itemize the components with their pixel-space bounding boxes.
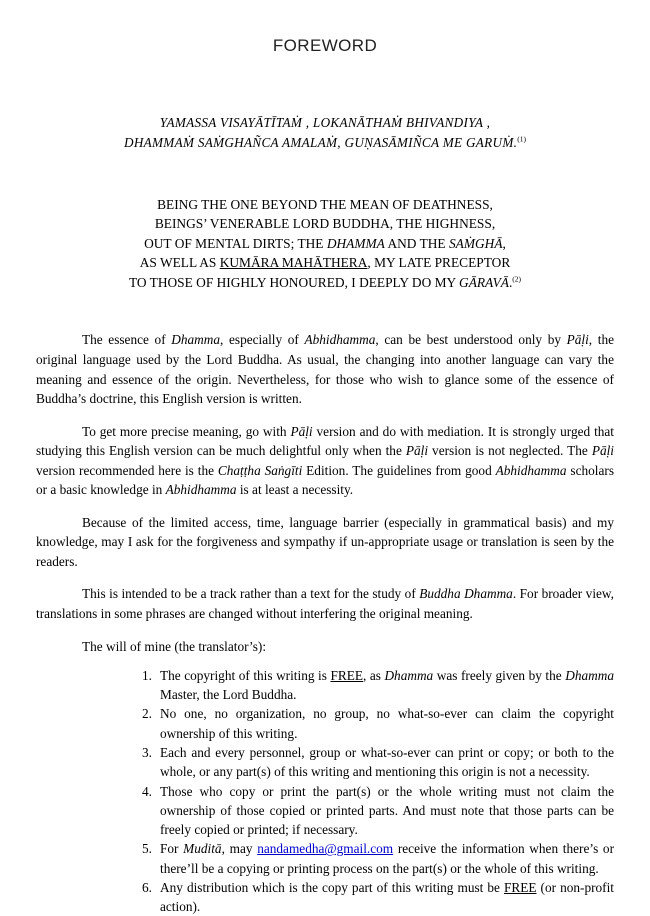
item1-term-dhamma-1: Dhamma xyxy=(384,667,434,683)
translation-line-4-part-b: , MY LATE PRECEPTOR xyxy=(367,255,511,271)
translation-line-1: BEING THE ONE BEYOND THE MEAN OF DEATHNESS, xyxy=(157,196,493,212)
pali-verse-line-2-text: DHAMMAṀ SAṀGHAÑCA AMALAṀ, GUṆASĀMIÑCA ME GARUṀ. xyxy=(124,134,518,150)
p1-s3: , can be best understood only by xyxy=(375,332,567,348)
translation-line-5-part-b: . xyxy=(508,274,513,290)
p2-s5: Edition. The guidelines from good xyxy=(302,462,496,478)
item6-free-emphasis: FREE xyxy=(503,879,537,895)
will-intro: The will of mine (the translator’s): xyxy=(82,639,267,655)
translation-line-3-part-b: AND THE xyxy=(384,235,449,251)
item1-s1: The copyright of this writing is xyxy=(160,667,331,683)
verse-translation xyxy=(36,195,614,293)
translation-line-3-part-c: , xyxy=(502,235,506,251)
list-item: Those who copy or print the part(s) or the whole writing must not claim the ownership of those copied or printed parts. And must note that those parts can be freely copied or printed; if necessary. xyxy=(160,783,614,838)
p1-s4: , the original language used by the Lord Buddha. As usual, the changing into another language can vary the meaning and essence of the origin. Nevertheless, for those who wish to glance some of the essence of Buddha’s doctrine, this English version is written. xyxy=(36,332,614,407)
translation-samgha-term: SAṀGHĀ xyxy=(448,235,503,251)
paragraph-3: Because of the limited access, time, language barrier (especially in grammatical basis) and my knowledge, may I ask for the forgiveness and sympathy if un-appropriate usage or translation is seen by the readers. xyxy=(36,514,614,569)
list-item: No one, no organization, no group, no what-so-ever can claim the copyright ownership of this writing. xyxy=(160,706,614,741)
body-text xyxy=(36,330,614,916)
item5-term-mudita: Muditā xyxy=(183,841,222,857)
list-item: Each and every personnel, group or what-so-ever can print or copy; or both to the whole, or any part(s) of this writing and mentioning this origin is not a necessity. xyxy=(160,744,614,780)
footnote-marker-2: (2) xyxy=(512,274,522,284)
p2-term-pali-1: Pāḷi xyxy=(290,423,313,439)
p2-term-abhidhamma-2: Abhidhamma xyxy=(165,482,237,498)
pali-verse-line-1: YAMASSA VISAYĀTĪTAṀ , LOKANĀTHAṀ BHIVANDIYA , xyxy=(159,115,491,131)
p1-term-pali: Pāḷi xyxy=(566,332,589,348)
p2-s6: scholars or a basic knowledge in xyxy=(36,462,614,498)
translation-line-2: BEINGS’ VENERABLE LORD BUDDHA, THE HIGHNESS, xyxy=(154,216,496,232)
translation-line-4 xyxy=(36,253,614,273)
p2-s1: To get more precise meaning, go with xyxy=(82,423,291,439)
list-item xyxy=(138,666,614,705)
footnote-marker-1: (1) xyxy=(517,134,526,144)
translation-line-5 xyxy=(36,273,614,293)
p4-term-buddha-dhamma: Buddha Dhamma xyxy=(419,586,513,602)
item5-s1: For xyxy=(160,841,184,857)
translation-line-3 xyxy=(36,234,614,254)
paragraph-4 xyxy=(36,584,614,623)
p2-term-abhidhamma-1: Abhidhamma xyxy=(495,462,567,478)
item1-s2: , as xyxy=(362,667,385,683)
item5-s2: , may xyxy=(221,841,258,857)
p2-s4: version recommended here is the xyxy=(36,462,218,478)
list-item xyxy=(138,839,614,878)
paragraph-1 xyxy=(36,330,614,408)
will-list xyxy=(36,666,614,916)
translation-line-5-part-a: TO THOSE OF HIGHLY HONOURED, I DEEPLY DO MY xyxy=(128,274,460,290)
pali-verse xyxy=(36,113,614,151)
item6-s1: Any distribution which is the copy part of this writing must be xyxy=(160,879,504,895)
p1-term-dhamma: Dhamma xyxy=(171,332,221,348)
translation-garava-term: GĀRAVĀ xyxy=(459,274,509,290)
item5-s3: receive the information when there’s or there’ll be a copying or printing process on the part(s) or the whole of this writing. xyxy=(160,841,615,876)
translation-line-3-part-a: OUT OF MENTAL DIRTS; THE xyxy=(144,235,327,251)
p2-s2: version and do with mediation. It is strongly urged that studying this English version can be much delightful only when the xyxy=(36,423,615,459)
translation-dhamma-term: DHAMMA xyxy=(326,235,385,251)
item1-term-dhamma-2: Dhamma xyxy=(565,667,614,683)
paragraph-2 xyxy=(36,422,614,500)
page-title: FOREWORD xyxy=(272,36,378,55)
translation-preceptor-name: KUMĀRA MAHĀTHERA xyxy=(219,255,368,271)
p4-s2: . For broader view, translations in some phrases are changed without interfering the original meaning. xyxy=(36,586,614,621)
item1-free-emphasis: FREE xyxy=(330,667,363,683)
p1-s1: The essence of xyxy=(82,332,172,348)
translation-line-4-part-a: AS WELL AS xyxy=(139,255,220,271)
p1-term-abhidhamma: Abhidhamma xyxy=(304,332,376,348)
p2-s7: is at least a necessity. xyxy=(236,482,354,498)
item1-s4: Master, the Lord Buddha. xyxy=(160,687,297,703)
p2-term-pali-2: Pāḷi xyxy=(405,443,429,459)
pali-verse-line-2 xyxy=(36,133,614,152)
p2-s3: version is not neglected. The xyxy=(428,443,592,459)
p1-s2: , especially of xyxy=(220,332,305,348)
item6-s2: (or non-profit action). xyxy=(160,879,614,915)
email-link[interactable]: nandamedha@gmail.com xyxy=(257,841,394,857)
p4-s1: This is intended to be a track rather than a text for the study of xyxy=(82,586,420,602)
p2-term-pali-3: Pāḷi xyxy=(591,443,614,459)
p2-term-edition: Chaṭṭha Saṅgīti xyxy=(217,462,303,478)
item1-s3: was freely given by the xyxy=(433,667,566,683)
